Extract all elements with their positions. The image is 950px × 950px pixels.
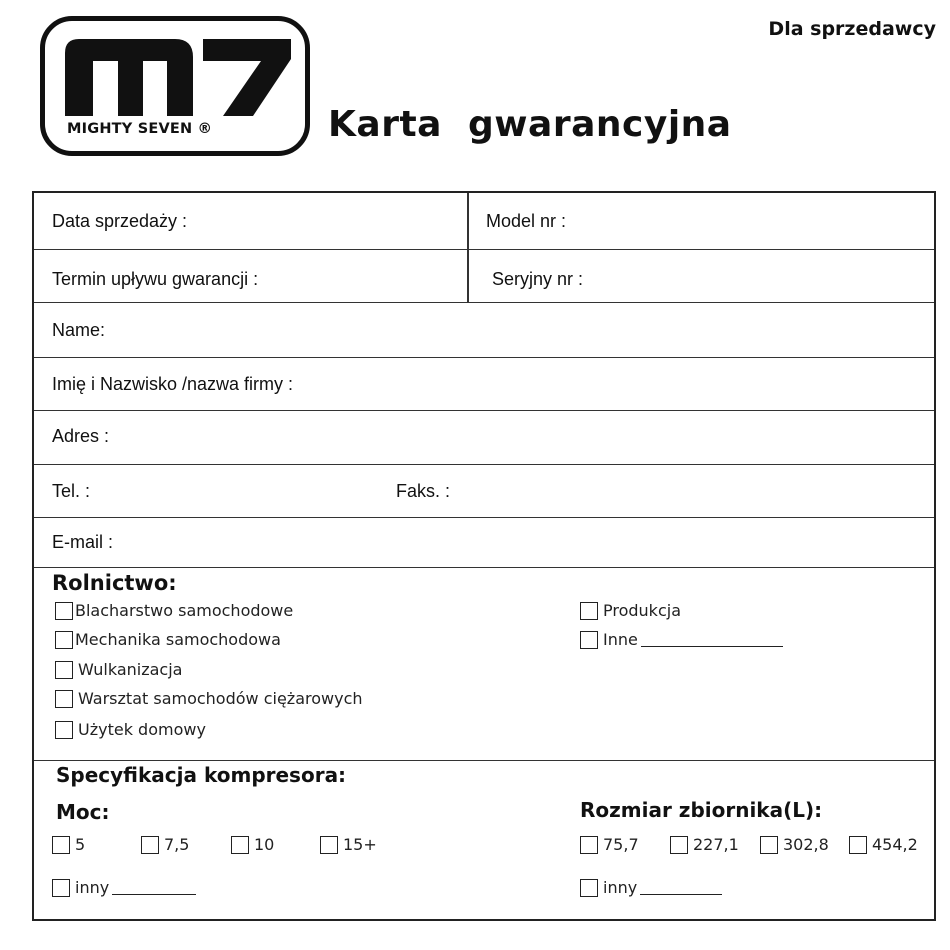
mighty-seven-logo xyxy=(40,16,310,156)
checkbox[interactable] xyxy=(55,631,73,649)
form-row-name xyxy=(34,303,934,358)
checkbox[interactable] xyxy=(580,836,598,854)
form-row-email xyxy=(34,518,934,568)
industry-heading: Rolnictwo: xyxy=(52,571,177,595)
m7-logo-mark xyxy=(63,31,293,121)
form-row-tel-fax xyxy=(34,465,934,518)
checkbox[interactable] xyxy=(580,602,598,620)
page-title: Karta gwarancyjna xyxy=(328,104,732,145)
checkbox[interactable] xyxy=(55,602,73,620)
tank-option-227-1[interactable]: 227,1 xyxy=(670,835,739,854)
serial-no-field[interactable]: Seryjny nr : xyxy=(492,269,584,289)
option-car-mechanics[interactable]: Mechanika samochodowa xyxy=(55,630,281,649)
full-name-company-field[interactable]: Imię i Nazwisko /nazwa firmy : xyxy=(52,374,294,394)
tank-option-other[interactable]: inny xyxy=(580,878,722,897)
name-field[interactable]: Name: xyxy=(52,320,106,340)
checkbox[interactable] xyxy=(320,836,338,854)
form-row-address xyxy=(34,411,934,465)
option-truck-workshop[interactable]: Warsztat samochodów ciężarowych xyxy=(55,689,363,708)
checkbox[interactable] xyxy=(52,879,70,897)
tel-field[interactable]: Tel. : xyxy=(52,481,91,501)
power-option-10[interactable]: 10 xyxy=(231,835,274,854)
checkbox[interactable] xyxy=(55,721,73,739)
option-tire-repair[interactable]: Wulkanizacja xyxy=(55,660,182,679)
other-industry-blank[interactable] xyxy=(641,633,783,647)
power-option-other[interactable]: inny xyxy=(52,878,196,897)
option-other-industry[interactable]: Inne xyxy=(580,630,783,649)
checkbox[interactable] xyxy=(670,836,688,854)
for-seller-label: Dla sprzedawcy xyxy=(768,18,936,40)
option-home-use[interactable]: Użytek domowy xyxy=(55,720,206,739)
checkbox[interactable] xyxy=(55,690,73,708)
option-production[interactable]: Produkcja xyxy=(580,601,681,620)
model-no-field[interactable]: Model nr : xyxy=(486,211,567,231)
power-heading: Moc: xyxy=(56,800,110,824)
tank-size-heading: Rozmiar zbiornika(L): xyxy=(580,798,823,822)
tank-option-302-8[interactable]: 302,8 xyxy=(760,835,829,854)
sale-date-field[interactable]: Data sprzedaży : xyxy=(52,211,188,231)
address-field[interactable]: Adres : xyxy=(52,426,110,446)
checkbox[interactable] xyxy=(52,836,70,854)
checkbox[interactable] xyxy=(580,631,598,649)
power-option-15-plus[interactable]: 15+ xyxy=(320,835,377,854)
warranty-expiry-field[interactable]: Termin upływu gwarancji : xyxy=(52,269,259,289)
power-option-7-5[interactable]: 7,5 xyxy=(141,835,189,854)
fax-field[interactable]: Faks. : xyxy=(396,481,451,501)
checkbox[interactable] xyxy=(760,836,778,854)
power-option-5[interactable]: 5 xyxy=(52,835,85,854)
tank-other-blank[interactable] xyxy=(640,881,722,895)
tank-option-75-7[interactable]: 75,7 xyxy=(580,835,639,854)
checkbox[interactable] xyxy=(141,836,159,854)
column-divider xyxy=(467,193,469,303)
checkbox[interactable] xyxy=(849,836,867,854)
option-car-bodywork[interactable]: Blacharstwo samochodowe xyxy=(55,601,293,620)
tank-option-454-2[interactable]: 454,2 xyxy=(849,835,918,854)
email-field[interactable]: E-mail : xyxy=(52,532,114,552)
power-other-blank[interactable] xyxy=(112,881,196,895)
warranty-form xyxy=(32,191,936,921)
logo-brand-text: MIGHTY SEVEN ® xyxy=(67,121,213,137)
checkbox[interactable] xyxy=(55,661,73,679)
checkbox[interactable] xyxy=(231,836,249,854)
checkbox[interactable] xyxy=(580,879,598,897)
compressor-spec-heading: Specyfikacja kompresora: xyxy=(56,763,347,787)
